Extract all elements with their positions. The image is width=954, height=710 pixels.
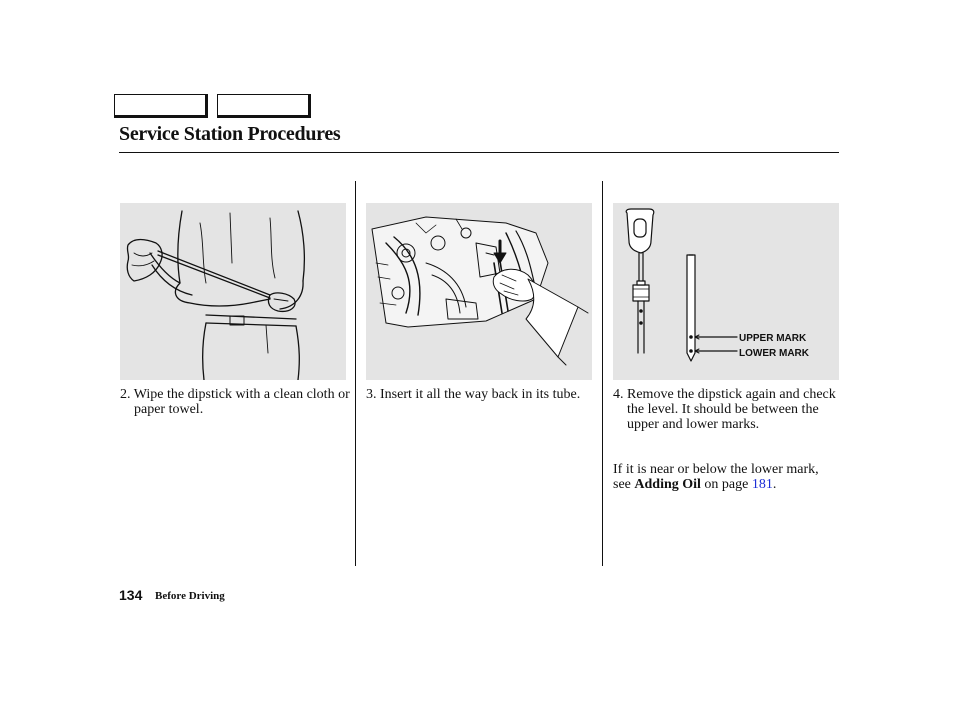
step-4-text [613, 387, 849, 432]
dipstick-marks-illustration [613, 203, 839, 380]
page-181-link[interactable]: 181 [751, 477, 773, 492]
column-divider [355, 181, 356, 566]
column-divider [602, 181, 603, 566]
adding-oil-reference: Adding Oil [634, 477, 701, 492]
step-instruction: Remove the dipstick again and check the level. It should be between the upper and lower marks. [627, 387, 836, 432]
lower-mark-label: LOWER MARK [739, 348, 809, 359]
step-3-text [366, 387, 615, 402]
note-suffix: . [772, 477, 777, 492]
upper-mark-label: UPPER MARK [739, 333, 807, 344]
page-title: Service Station Procedures [119, 123, 341, 145]
nav-button-previous[interactable] [114, 94, 208, 118]
step-instruction: Wipe the dipstick with a clean cloth or paper towel. [133, 387, 350, 417]
insert-dipstick-illustration [366, 203, 592, 380]
note-middle: on page [704, 477, 749, 492]
nav-button-next[interactable] [217, 94, 311, 118]
step-number: 4. [613, 387, 624, 402]
step-instruction: Insert it all the way back in its tube. [380, 387, 581, 402]
wipe-dipstick-illustration [120, 203, 346, 380]
step-number: 2. [120, 387, 131, 402]
title-rule [119, 152, 839, 153]
note-prefix: If it is near or below the lower mark, see [613, 462, 819, 492]
step-number: 3. [366, 387, 377, 402]
step-2-text [120, 387, 359, 417]
section-name: Before Driving [155, 590, 225, 602]
page-number: 134 [119, 587, 143, 603]
low-oil-note [613, 462, 839, 492]
